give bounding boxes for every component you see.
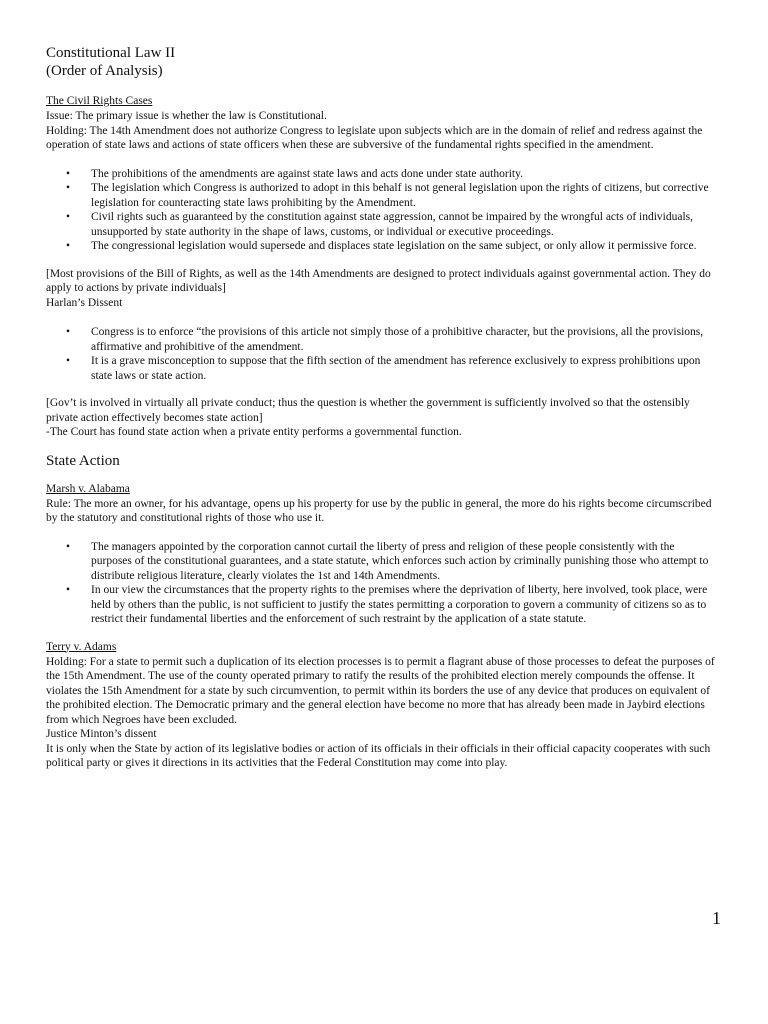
document-page [46, 44, 718, 771]
bullet-icon: • [66, 540, 71, 553]
government-involvement-note: [Gov’t is involved in virtually all private conduct; thus the question is whether the government is sufficiently involved so that the ostensibly private action effectively becomes state action] [46, 397, 690, 424]
document-title [46, 44, 718, 80]
bullet-icon: • [66, 355, 71, 367]
bullet-icon: • [66, 182, 71, 194]
list-item: • Congress is to enforce “the provisions of this article not simply those of a prohibitive character, but the provisions, all the provisions, affirmative and prohibitive of the amendment. [66, 326, 704, 353]
terry-heading: Terry v. Adams [46, 640, 117, 653]
title-line-2: (Order of Analysis) [46, 63, 163, 79]
bullet-icon: • [66, 240, 71, 252]
minton-dissent-text: It is only when the State by action of its legislative bodies or action of its officials in their officials in their official capacity cooperates with such political party or gives it directions in its activities that the Federal Constitution may come into play. [46, 742, 711, 769]
harlan-dissent-label: Harlan’s Dissent [46, 296, 123, 309]
state-action-heading: State Action [46, 452, 120, 469]
title-line-1: Constitutional Law II [46, 45, 176, 61]
minton-dissent-label: Justice Minton’s dissent [46, 728, 157, 740]
list-item: • The congressional legislation would supersede and displaces state legislation on the same subject, or only allow it permissive force. [66, 240, 697, 252]
list-item: • The legislation which Congress is authorized to adopt in this behalf is not general legislation upon the rights of citizens, but corrective legislation for counteracting state laws prohibiting by the Amendment. [66, 182, 709, 209]
marsh-bullets [46, 540, 718, 627]
list-item: • Civil rights such as guaranteed by the constitution against state aggression, cannot be impaired by the wrongful acts of individuals, unsupported by state authority in the shape of laws, customs, or individual or executive proceedings. [66, 211, 694, 238]
list-item: • In our view the circumstances that the property rights to the premises where the deprivation of liberty, here involved, took place, were held by others than the public, is not sufficient to justify the states permitting a corporation to govern a community of citizens so as to restrict their fundamental liberties and the enforcement of such restraint by the application of a state statute. [66, 584, 708, 625]
issue-text: Issue: The primary issue is whether the law is Constitutional. [46, 110, 327, 122]
bullet-icon: • [66, 167, 71, 180]
bullet-icon: • [66, 584, 71, 596]
bullet-icon: • [66, 326, 71, 338]
holding-text: Holding: The 14th Amendment does not authorize Congress to legislate upon subjects which are in the domain of relief and redress against the operation of state laws and actions of state officers when these are subversive of the fundamental rights specified in the amendment. [46, 124, 703, 151]
marsh-rule: Rule: The more an owner, for his advantage, opens up his property for use by the public in general, the more do his rights become circumscribed by the statutory and constitutional rights of those who use it. [46, 497, 712, 524]
state-action-note: -The Court has found state action when a private entity performs a governmental function. [46, 426, 462, 438]
civil-rights-bullets [46, 167, 718, 254]
list-item: • The prohibitions of the amendments are against state laws and acts done under state authority. [66, 167, 523, 180]
bill-of-rights-note: [Most provisions of the Bill of Rights, as well as the 14th Amendments are designed to protect individuals against governmental action. They do apply to actions by private individuals] [46, 267, 711, 294]
page-number: 1 [712, 908, 721, 928]
list-item: • It is a grave misconception to suppose that the fifth section of the amendment has reference exclusively to express prohibitions upon state laws or state action. [66, 355, 701, 382]
civil-rights-heading: The Civil Rights Cases [46, 95, 153, 107]
harlan-dissent-bullets [46, 325, 718, 383]
terry-holding: Holding: For a state to permit such a duplication of its election processes is to permit a flagrant abuse of those processes to defeat the purposes of the 15th Amendment. The use of the county operated primary to ratify the results of the prohibited election merely compounds the offense. It violates the 15th Amendment for a state by such circumvention, to permit within its borders the use of any device that produces on equivalent of the prohibited election. The Democratic primary and the general election have become no more that has already been made in Jaybird elections from which Negroes have been excluded. [46, 655, 715, 726]
bullet-icon: • [66, 211, 71, 223]
list-item: • The managers appointed by the corporation cannot curtail the liberty of press and religion of these people consistently with the purposes of the constitutional guarantees, and a state statute, which enforces such action by criminally punishing those who attempt to distribute religious literature, clearly violates the 1st and 14th Amendments. [66, 540, 709, 582]
marsh-heading: Marsh v. Alabama [46, 482, 130, 495]
